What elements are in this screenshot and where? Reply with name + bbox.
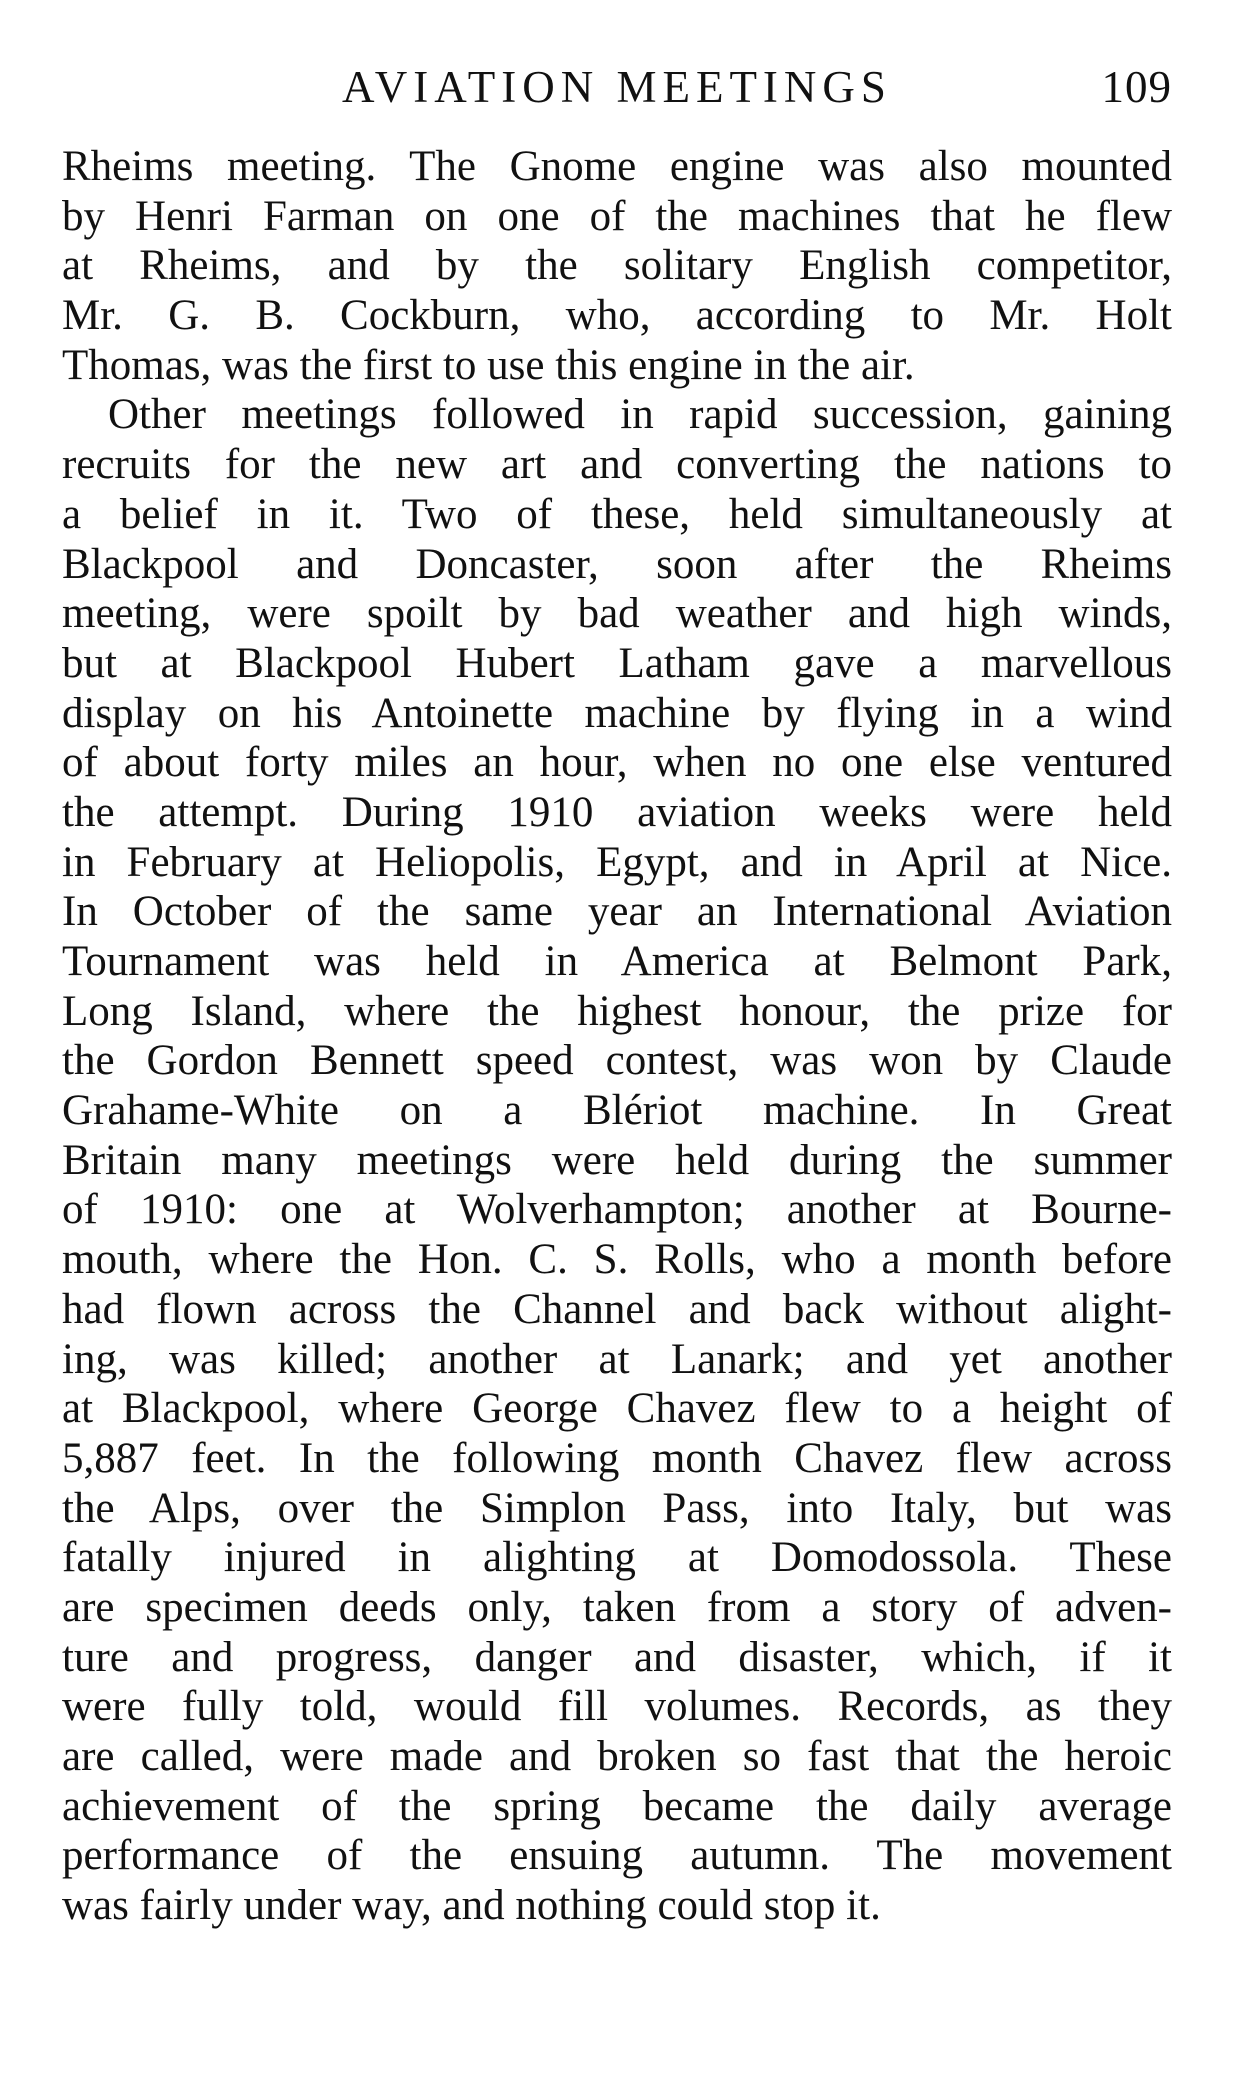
running-title: AVIATION MEETINGS [342,62,892,112]
text-line: were fully told, would fill volumes. Records, as they [62,1683,1172,1731]
text-line: achievement of the spring became the daily average [62,1782,1172,1830]
text-line: was fairly under way, and nothing could stop it. [62,1882,881,1930]
text-line: Tournament was held in America at Belmont Park, [62,938,1172,985]
text-line: at Blackpool, where George Chavez flew to a height of [62,1385,1172,1433]
text-line: by Henri Farman on one of the machines that he flew [62,192,1172,240]
text-line: Blackpool and Doncaster, soon after the Rheims [62,540,1172,588]
text-line: Mr. G. B. Cockburn, who, according to Mr. Holt [62,292,1172,340]
text-line: the Alps, over the Simplon Pass, into Italy, but was [62,1484,1172,1532]
text-line: display on his Antoinette machine by flying in a wind [62,689,1172,737]
text-line: performance of the ensuing autumn. The movement [62,1832,1172,1880]
text-line: 5,887 feet. In the following month Chavez flew across [62,1434,1172,1482]
text-line: had flown across the Channel and back without alight- [62,1285,1172,1333]
text-line: In October of the same year an International Aviation [62,888,1172,936]
text-line: of 1910: one at Wolverhampton; another at Bourne- [62,1186,1172,1234]
text-line: are called, were made and broken so fast that the heroic [62,1733,1172,1780]
text-line: mouth, where the Hon. C. S. Rolls, who a month before [62,1236,1172,1284]
text-line: in February at Heliopolis, Egypt, and in April at Nice. [62,838,1172,886]
page-number: 109 [1101,62,1172,112]
text-line: Long Island, where the highest honour, the prize for [62,987,1172,1035]
text-line: are specimen deeds only, taken from a story of adven- [62,1583,1172,1631]
text-line: ture and progress, danger and disaster, which, if it [62,1633,1172,1681]
text-line: of about forty miles an hour, when no one else ventured [62,739,1172,787]
text-line: fatally injured in alighting at Domodossola. These [62,1534,1172,1582]
text-line: ing, was killed; another at Lanark; and yet another [62,1335,1172,1383]
text-line: a belief in it. Two of these, held simultaneously at [62,490,1172,538]
text-line: Grahame-White on a Blériot machine. In Great [62,1087,1172,1135]
running-head [62,52,1172,122]
text-line: Britain many meetings were held during the summer [62,1136,1172,1184]
text-line: meeting, were spoilt by bad weather and high winds, [62,590,1172,638]
text-line: recruits for the new art and converting the nations to [62,441,1172,489]
text-line: Thomas, was the first to use this engine in the air. [62,341,915,389]
text-line: the Gordon Bennett speed contest, was won by Claude [62,1037,1172,1085]
text-line: at Rheims, and by the solitary English competitor, [62,242,1172,290]
text-line: the attempt. During 1910 aviation weeks were held [62,788,1172,836]
body-text [62,142,1172,1931]
text-line: Other meetings followed in rapid succession, gaining [108,391,1172,439]
text-line: Rheims meeting. The Gnome engine was also mounted [62,143,1172,190]
text-line: but at Blackpool Hubert Latham gave a marvellous [62,639,1172,687]
